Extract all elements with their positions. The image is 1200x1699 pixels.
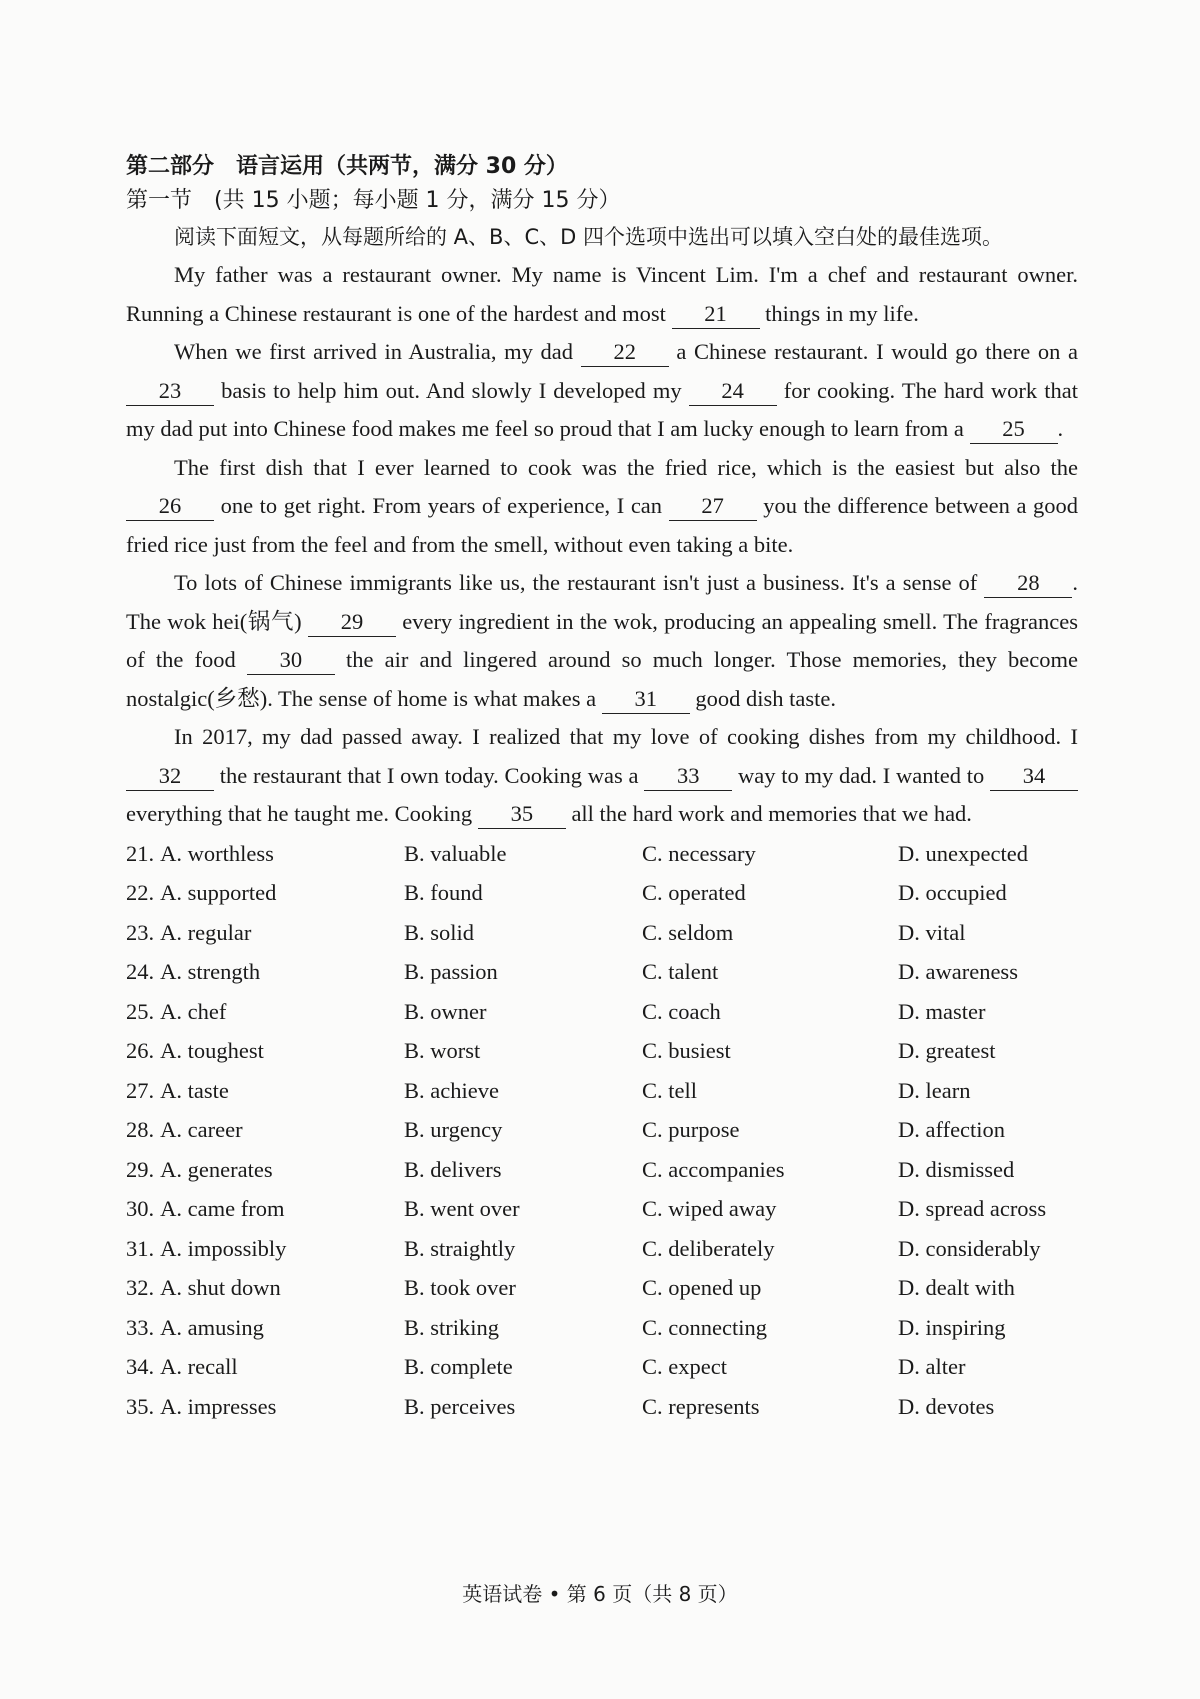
option-a (126, 913, 404, 953)
option-b: B. went over (404, 1196, 520, 1221)
option-d: D. master (898, 998, 986, 1024)
option-row (126, 1268, 1078, 1308)
option-c: C. necessary (642, 840, 756, 866)
question-number: 33. (126, 1314, 155, 1340)
option-b: B. straightly (404, 1235, 516, 1261)
option-a-text: A. toughest (160, 1038, 264, 1063)
option-d: D. greatest (898, 1038, 996, 1063)
option-a-text: A. impossibly (160, 1235, 287, 1261)
text: one to get right. From years of experience, I can (214, 493, 669, 518)
option-c: C. opened up (642, 1275, 762, 1300)
passage-paragraph-3 (126, 449, 1078, 565)
option-d: D. awareness (898, 959, 1018, 984)
option-b: B. took over (404, 1275, 516, 1300)
passage-paragraph-5 (126, 718, 1078, 834)
option-b: B. valuable (404, 840, 507, 866)
text: In 2017, my dad passed away. I realized that my love of cooking dishes from my childhood. I (174, 724, 1078, 749)
option-d: D. considerably (898, 1235, 1041, 1261)
blank-35: 35 (478, 800, 566, 829)
blank-23: 23 (126, 377, 214, 406)
page-footer: 英语试卷 • 第 6 页（共 8 页） (462, 1582, 738, 1606)
option-c: C. accompanies (642, 1156, 785, 1182)
text: way to my dad. I wanted to (732, 762, 990, 788)
question-number: 27. (126, 1077, 155, 1103)
blank-32: 32 (126, 762, 214, 791)
option-a-text: A. came from (160, 1196, 285, 1221)
text: the restaurant that I own today. Cooking was a (214, 762, 645, 788)
option-a-text: A. worthless (160, 840, 274, 866)
text: a Chinese restaurant. I would go there on a (668, 339, 1079, 364)
option-c: C. coach (642, 998, 721, 1024)
option-c: C. wiped away (642, 1196, 777, 1221)
option-a (126, 1308, 404, 1348)
part-title: 第二部分 语言运用（共两节，满分 30 分） (126, 154, 568, 179)
option-b: B. complete (404, 1354, 513, 1379)
option-a-text: A. chef (160, 998, 227, 1024)
option-a (126, 834, 404, 874)
text: My father was a restaurant owner. My name is Vincent Lim. I'm a chef and restaurant owner. Running a Chinese restaurant is one of the hardest and most (126, 262, 1078, 326)
passage-paragraph-2 (126, 333, 1078, 449)
text: good dish taste. (689, 685, 836, 711)
text: for cooking. The hard work that my dad put into Chinese food makes me feel so proud that I am lucky enough to learn from a (126, 377, 1078, 441)
option-row (126, 1387, 1078, 1427)
option-b: B. passion (404, 959, 498, 984)
blank-27: 27 (669, 492, 757, 521)
option-b: B. owner (404, 998, 487, 1024)
option-d: D. alter (898, 1354, 966, 1379)
option-a-text: A. regular (160, 919, 252, 945)
blank-22: 22 (581, 338, 669, 367)
option-a-text: A. supported (160, 880, 277, 905)
instruction: 阅读下面短文，从每题所给的 A、B、C、D 四个选项中选出可以填入空白处的最佳选项。 (174, 225, 1003, 249)
blank-34: 34 (990, 762, 1078, 791)
option-c: C. connecting (642, 1314, 767, 1340)
option-a (126, 1347, 404, 1387)
blank-29: 29 (308, 608, 396, 637)
blank-26: 26 (126, 492, 214, 521)
option-row (126, 1229, 1078, 1269)
text: . (1057, 416, 1064, 441)
option-c: C. operated (642, 880, 746, 905)
option-row (126, 1110, 1078, 1150)
option-a-text: A. impresses (160, 1393, 277, 1419)
option-row (126, 1308, 1078, 1348)
content (126, 150, 1078, 1426)
question-number: 32. (126, 1275, 155, 1300)
blank-25: 25 (970, 415, 1058, 444)
option-b: B. urgency (404, 1117, 503, 1142)
text: you the difference between a good fried rice just from the feel and from the smell, without even taking a bite. (126, 493, 1079, 557)
option-c: C. talent (642, 959, 719, 984)
options-list (126, 834, 1078, 1427)
question-number: 28. (126, 1117, 155, 1142)
option-row (126, 913, 1078, 953)
text: The first dish that I ever learned to cook was the fried rice, which is the easiest but also the (174, 454, 1078, 480)
option-a (126, 1387, 404, 1427)
option-a (126, 992, 404, 1032)
option-row (126, 1150, 1078, 1190)
blank-31: 31 (602, 685, 690, 714)
option-a (126, 1268, 404, 1308)
option-c: C. purpose (642, 1117, 740, 1142)
option-a (126, 1071, 404, 1111)
option-d: D. inspiring (898, 1314, 1006, 1340)
text: everything that he taught me. Cooking (126, 801, 478, 826)
option-d: D. unexpected (898, 840, 1028, 866)
question-number: 31. (126, 1235, 155, 1261)
question-number: 23. (126, 919, 155, 945)
option-b: B. worst (404, 1038, 481, 1063)
text: When we first arrived in Australia, my dad (174, 339, 581, 364)
option-d: D. dismissed (898, 1156, 1015, 1182)
option-b: B. solid (404, 919, 475, 945)
option-d: D. devotes (898, 1393, 995, 1419)
option-a (126, 1031, 404, 1071)
option-a-text: A. generates (160, 1156, 273, 1182)
option-c: C. expect (642, 1354, 727, 1379)
blank-21: 21 (672, 300, 760, 329)
option-row (126, 952, 1078, 992)
option-c: C. busiest (642, 1038, 731, 1063)
question-number: 29. (126, 1156, 155, 1182)
option-b: B. achieve (404, 1077, 499, 1103)
option-b: B. delivers (404, 1156, 502, 1182)
option-c: C. seldom (642, 919, 734, 945)
text: To lots of Chinese immigrants like us, the restaurant isn't just a business. It's a sense of (174, 570, 985, 595)
option-a (126, 873, 404, 913)
option-a-text: A. amusing (160, 1314, 264, 1340)
question-number: 26. (126, 1038, 155, 1063)
option-a-text: A. shut down (160, 1275, 281, 1300)
option-b: B. striking (404, 1314, 500, 1340)
option-row (126, 834, 1078, 874)
option-c: C. represents (642, 1393, 760, 1419)
passage-paragraph-1 (126, 256, 1078, 333)
option-a (126, 952, 404, 992)
question-number: 35. (126, 1393, 155, 1419)
question-number: 22. (126, 880, 155, 905)
option-row (126, 1347, 1078, 1387)
option-row (126, 1031, 1078, 1071)
passage-paragraph-4 (126, 564, 1078, 718)
option-d: D. dealt with (898, 1275, 1015, 1300)
question-number: 25. (126, 998, 155, 1024)
blank-24: 24 (689, 377, 777, 406)
question-number: 30. (126, 1196, 155, 1221)
option-c: C. deliberately (642, 1235, 775, 1261)
option-d: D. learn (898, 1077, 971, 1103)
option-a-text: A. recall (160, 1354, 238, 1379)
blank-33: 33 (644, 762, 732, 791)
option-d: D. spread across (898, 1196, 1047, 1221)
text: all the hard work and memories that we had. (565, 801, 972, 826)
option-c: C. tell (642, 1077, 697, 1103)
option-d: D. vital (898, 919, 966, 945)
question-number: 21. (126, 840, 155, 866)
section-title: 第一节 (共 15 小题；每小题 1 分，满分 15 分） (126, 188, 621, 213)
question-number: 34. (126, 1354, 155, 1379)
option-d: D. occupied (898, 880, 1007, 905)
option-a (126, 1110, 404, 1150)
text: things in my life. (759, 300, 919, 326)
option-b: B. perceives (404, 1393, 516, 1419)
option-a (126, 1150, 404, 1190)
option-row (126, 1071, 1078, 1111)
option-a-text: A. taste (160, 1077, 229, 1103)
question-number: 24. (126, 959, 155, 984)
text: basis to help him out. And slowly I developed my (214, 377, 689, 403)
option-d: D. affection (898, 1117, 1006, 1142)
option-row (126, 1189, 1078, 1229)
option-row (126, 992, 1078, 1032)
option-row (126, 873, 1078, 913)
option-a-text: A. career (160, 1117, 243, 1142)
text: the air and lingered around so much longer. Those memories, they become nostalgic(乡愁). The sense of home is what makes a (126, 647, 1078, 711)
option-a (126, 1229, 404, 1269)
text: . The wok hei(锅气) (126, 570, 1078, 634)
option-a (126, 1189, 404, 1229)
blank-28: 28 (984, 569, 1072, 598)
text: every ingredient in the wok, producing an appealing smell. The fragrances of the food (126, 608, 1079, 672)
option-a-text: A. strength (160, 959, 261, 984)
blank-30: 30 (247, 646, 335, 675)
option-b: B. found (404, 880, 483, 905)
